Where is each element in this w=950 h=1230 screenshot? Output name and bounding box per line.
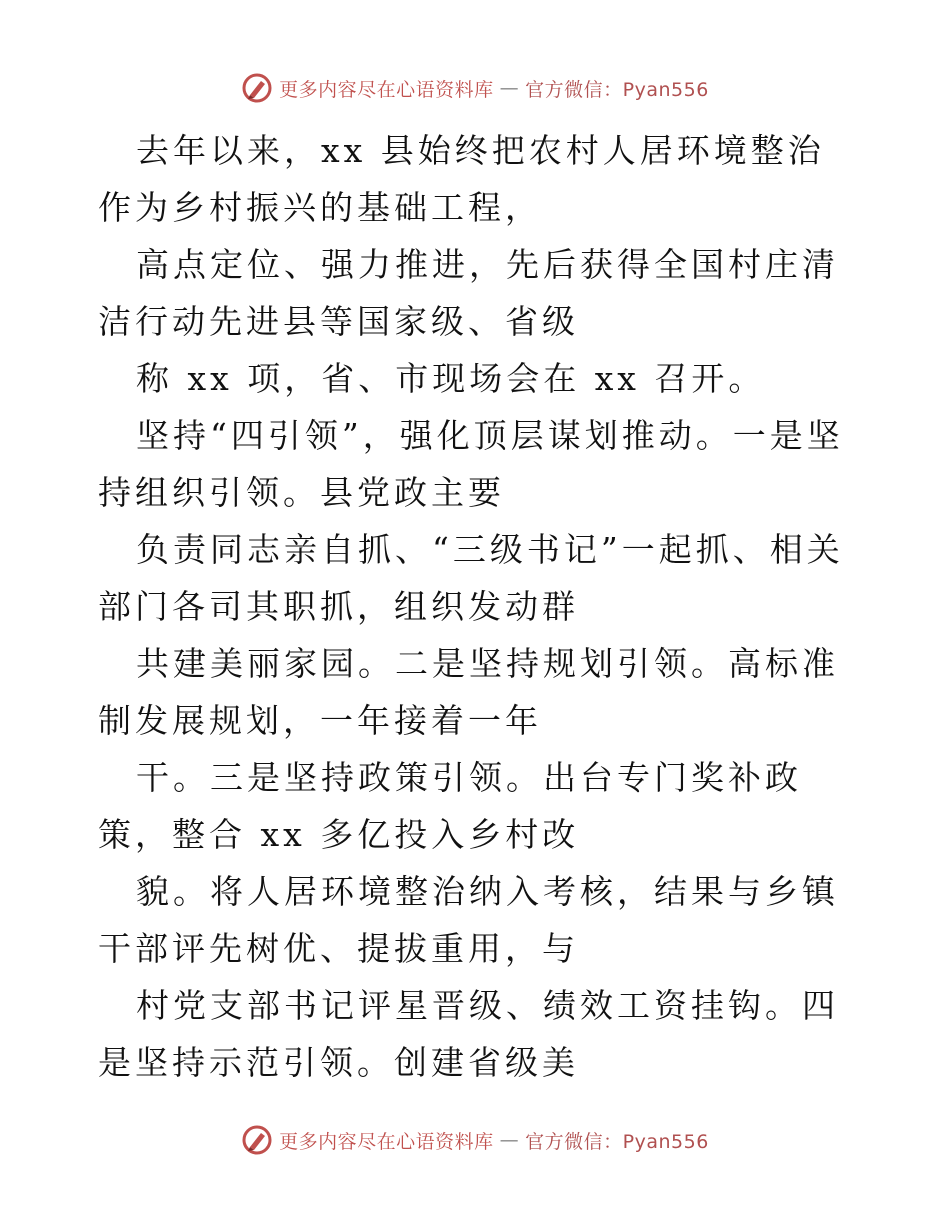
pen-logo-icon (241, 72, 273, 104)
banner-brand-text: 更多内容尽在心语资料库 (279, 78, 494, 101)
banner-wechat-text: 官方微信：Pyan556 (525, 78, 709, 101)
paragraph: 共建美丽家园。二是坚持规划引领。高标准制发展规划，一年接着一年 (98, 644, 839, 740)
paragraph: 称 xx 项，省、市现场会在 xx 召开。 (136, 359, 766, 398)
banner-separator: — (499, 77, 520, 99)
banner-wechat-text: 官方微信：Pyan556 (525, 1130, 709, 1153)
paragraph: 干。三是坚持政策引领。出台专门奖补政策，整合 xx 多亿投入乡村改 (98, 758, 802, 854)
paragraph: 村党支部书记评星晋级、绩效工资挂钩。四是坚持示范引领。创建省级美 (98, 986, 839, 1082)
banner-brand-text: 更多内容尽在心语资料库 (279, 1130, 494, 1153)
paragraph: 去年以来，xx 县始终把农村人居环境整治作为乡村振兴的基础工程， (98, 131, 825, 227)
paragraph: 貌。将人居环境整治纳入考核，结果与乡镇干部评先树优、提拔重用，与 (98, 872, 839, 968)
pen-logo-icon (241, 1124, 273, 1156)
paragraph: 负责同志亲自抓、“三级书记”一起抓、相关部门各司其职抓，组织发动群 (98, 530, 844, 626)
footer-banner (0, 1124, 950, 1156)
header-banner (0, 72, 950, 104)
banner-separator: — (499, 1129, 520, 1151)
paragraph: 坚持“四引领”，强化顶层谋划推动。一是坚持组织引领。县党政主要 (98, 416, 844, 512)
paragraph: 高点定位、强力推进，先后获得全国村庄清洁行动先进县等国家级、省级 (98, 245, 839, 341)
document-body (98, 122, 858, 1091)
